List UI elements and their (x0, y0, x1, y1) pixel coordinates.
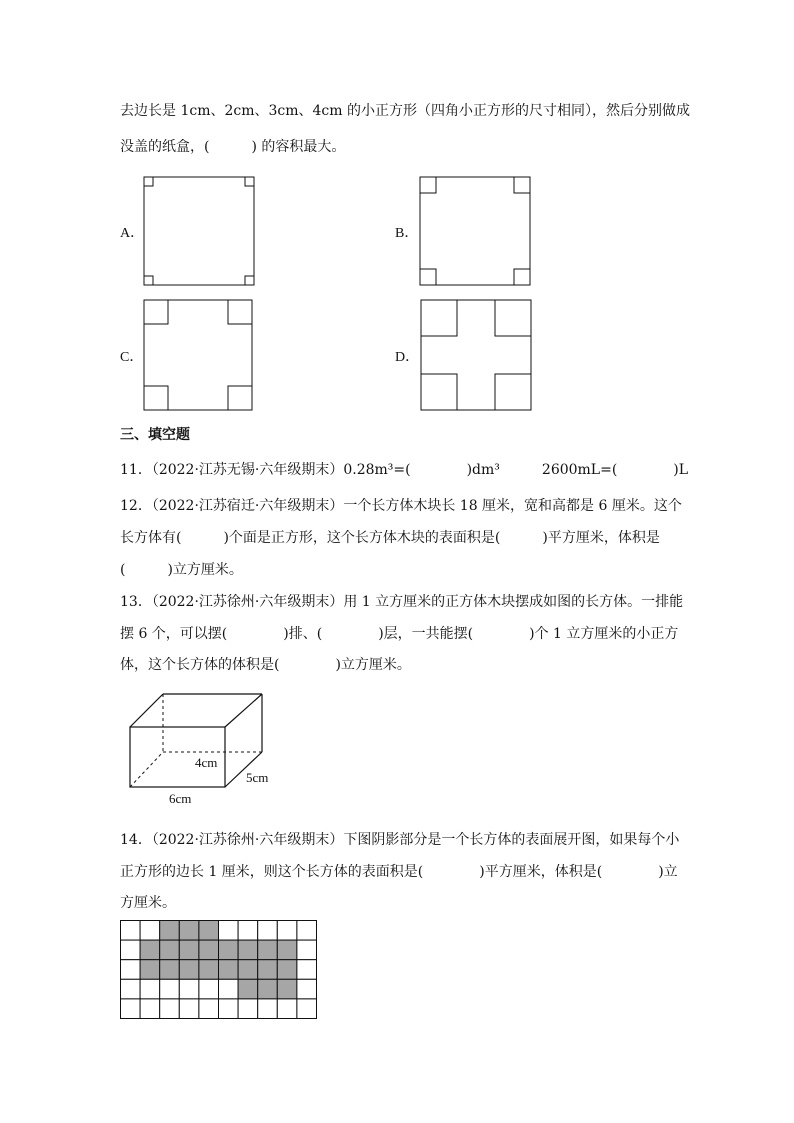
grid-cell (297, 960, 317, 980)
grid-cell-shaded (199, 940, 219, 960)
grid-cell-shaded (179, 921, 199, 941)
q10-line2: 没盖的纸盒，( ) 的容积最大。 (120, 139, 346, 155)
grid-cell (219, 999, 239, 1019)
option-d-label[interactable]: D． (395, 350, 420, 365)
net-grid (120, 920, 320, 1020)
grid-cell-shaded (238, 979, 258, 999)
grid-cell-shaded (160, 960, 180, 980)
grid-cell (297, 921, 317, 941)
grid-cell (121, 940, 141, 960)
grid-cell (140, 979, 160, 999)
option-c-label[interactable]: C． (120, 350, 144, 365)
q14-line1: 14．（2022·江苏徐州·六年级期末）下图阴影部分是一个长方体的表面展开图，如果每个小 (120, 832, 680, 848)
grid-cell (121, 960, 141, 980)
grid-cell-shaded (258, 979, 278, 999)
grid-cell (140, 921, 160, 941)
grid-cell (297, 940, 317, 960)
grid-cell (179, 979, 199, 999)
q12-line3: ( )立方厘米。 (120, 562, 243, 578)
q13-line3: 体，这个长方体的体积是( )立方厘米。 (120, 657, 411, 673)
grid-cell-shaded (219, 940, 239, 960)
q13-line1: 13．（2022·江苏徐州·六年级期末）用 1 立方厘米的正方体木块摆成如图的长方体。一排能 (120, 594, 684, 610)
grid-cell (219, 979, 239, 999)
grid-cell (297, 999, 317, 1019)
grid-cell (199, 999, 219, 1019)
grid-cell-shaded (199, 921, 219, 941)
section-title: 三、填空题 (120, 427, 190, 443)
q14-line2: 正方形的边长 1 厘米，则这个长方体的表面积是( )平方厘米，体积是( )立 (120, 864, 678, 880)
grid-cell-shaded (258, 960, 278, 980)
grid-cell (179, 999, 199, 1019)
grid-cell (297, 979, 317, 999)
grid-cell (121, 979, 141, 999)
grid-cell-shaded (140, 960, 160, 980)
option-b-label[interactable]: B． (395, 226, 419, 241)
grid-cell (219, 921, 239, 941)
grid-cell (277, 921, 297, 941)
q11-text: 11．（2022·江苏无锡·六年级期末）0.28m³=( )dm³ 2600mL=( )L (120, 462, 689, 478)
height-label: 4cm (195, 755, 218, 770)
q14-line3: 方厘米。 (120, 895, 176, 911)
grid-cell (277, 999, 297, 1019)
grid-cell-shaded (160, 921, 180, 941)
depth-label: 5cm (246, 770, 269, 785)
grid-cell (238, 999, 258, 1019)
grid-cell-shaded (258, 940, 278, 960)
grid-cell (140, 999, 160, 1019)
grid-cell (121, 921, 141, 941)
length-label: 6cm (169, 791, 192, 806)
q12-line1: 12．（2022·江苏宿迁·六年级期末）一个长方体木块长 18 厘米，宽和高都是 6 厘米。这个 (120, 498, 682, 514)
q12-line2: 长方体有( )个面是正方形，这个长方体木块的表面积是( )平方厘米，体积是 (120, 530, 660, 546)
grid-cell-shaded (219, 960, 239, 980)
grid-cell-shaded (179, 940, 199, 960)
grid-cell (238, 921, 258, 941)
grid-cell-shaded (277, 960, 297, 980)
grid-cell-shaded (277, 979, 297, 999)
grid-cell (258, 921, 278, 941)
grid-cell (160, 979, 180, 999)
grid-cell-shaded (140, 940, 160, 960)
grid-cell-shaded (199, 960, 219, 980)
grid-cell-shaded (277, 940, 297, 960)
grid-cell-shaded (238, 940, 258, 960)
grid-cell-shaded (160, 940, 180, 960)
grid-cell (160, 999, 180, 1019)
q13-line2: 摆 6 个，可以摆( )排、( )层，一共能摆( )个 1 立方厘米的小正方 (120, 626, 679, 642)
q10-line1: 去边长是 1cm、2cm、3cm、4cm 的小正方形（四角小正方形的尺寸相同），然后分别做成 (120, 103, 690, 119)
grid-cell (258, 999, 278, 1019)
grid-cell (199, 979, 219, 999)
grid-cell (121, 999, 141, 1019)
grid-cell-shaded (179, 960, 199, 980)
grid-cell-shaded (238, 960, 258, 980)
option-a-label[interactable]: A． (120, 226, 145, 241)
